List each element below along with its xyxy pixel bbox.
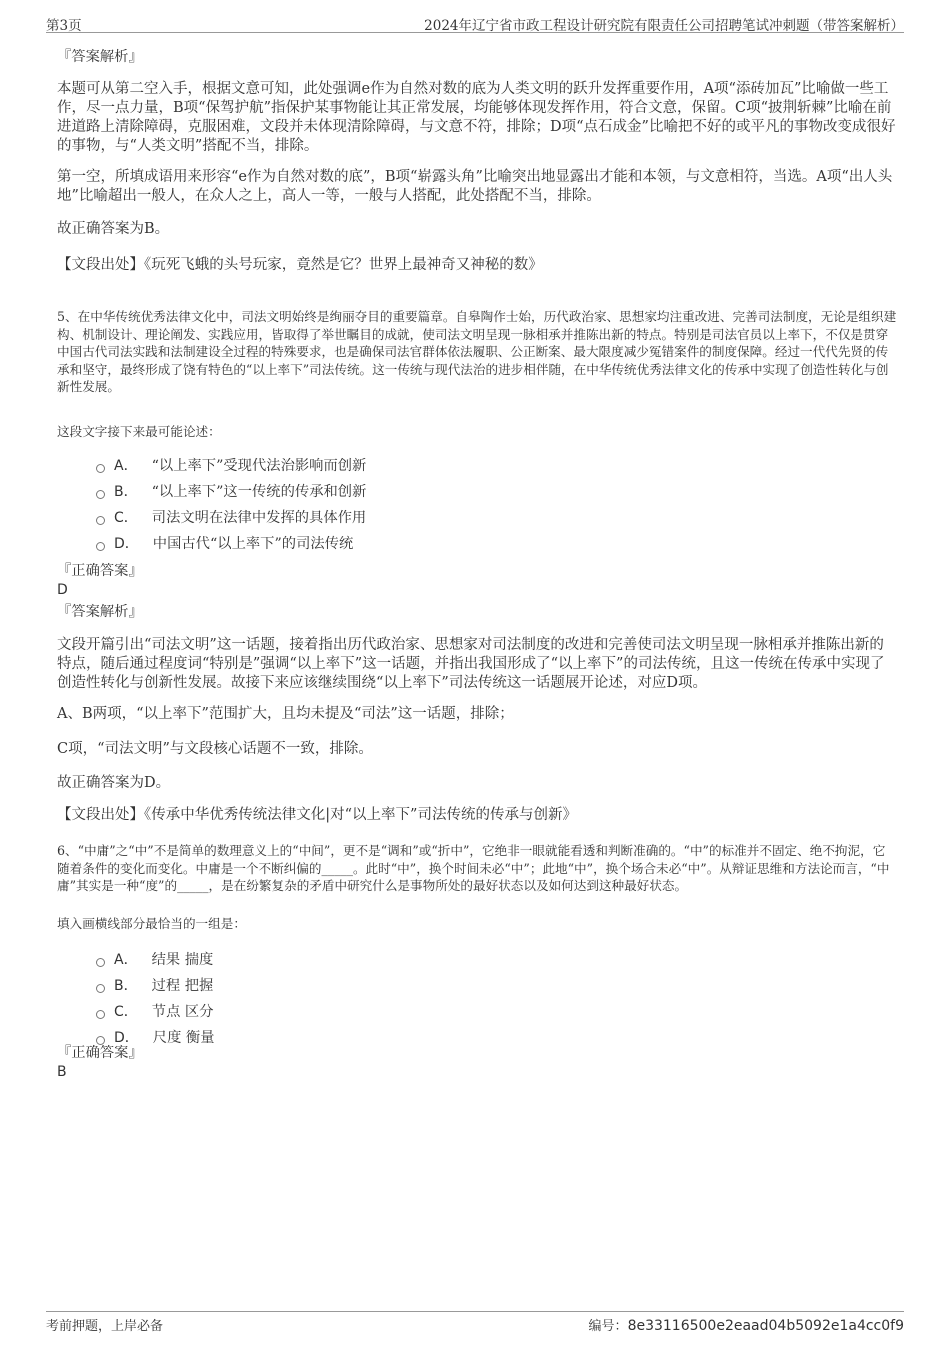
q5-source: 【文段出处】《传承中华优秀传统法律文化|对“以上率下”司法传统的传承与创新》 bbox=[57, 807, 577, 823]
q5-conclusion: 故正确答案为D。 bbox=[57, 775, 171, 791]
q6-correct-value: B bbox=[57, 1064, 67, 1080]
q6-stem: 6、“中庸”之“中”不是简单的数理意义上的“中间”，更不是“调和”或“折中”，它绝非一眼就能看透和判断准确的。“中”的标准并不固定、绝不拘泥，它随着条件的变化而变化。中庸是一个不断纠偏的_____。此时“中”，换个时间未必“中”；此地“中”，换个场合未必“中”。从辩证思维和方法论而言，“中庸”其实是一种“度”的_____，是在纷繁复杂的矛盾中研究什么是事物所处的最好状态以及如何达到这种最好状态。 bbox=[57, 843, 890, 893]
q5-analysis-para1: 文段开篇引出“司法文明”这一话题，接着指出历代政治家、思想家对司法制度的改进和完善使司法文明呈现一脉相承并推陈出新的特点，随后通过程度词“特别是”强调“以上率下”这一话题，并指出我国形成了“以上率下”的司法传统，且这一传统在传承中实现了创造性转化与创新性发展。故接下来应该继续围绕“以上率下”司法传统这一话题展开论述，对应D项。 bbox=[57, 637, 885, 691]
q5-stem: 5、在中华传统优秀法律文化中，司法文明始终是绚丽夺目的重要篇章。自皋陶作士始，历代政治家、思想家均注重改进、完善司法制度，无论是组织建构、机制设计、理论阐发、实践应用，皆取得了举世瞩目的成就，使司法文明呈现一脉相承并推陈出新的特点。特别是司法官员以上率下，不仅是贯穿中国古代司法实践和法制建设全过程的特殊要求，也是确保司法官群体依法履职、公正断案、最大限度减少冤错案件的制度保障。经过一代代先贤的传承和坚守，最终形成了饶有特色的“以上率下”司法传统。这一传统与现代法治的进步相伴随，在中华传统优秀法律文化的传承中实现了创造性转化与创新性发展。 bbox=[57, 309, 897, 394]
radio-icon[interactable] bbox=[96, 958, 105, 967]
radio-icon[interactable] bbox=[96, 1010, 105, 1019]
q5-option-a[interactable]: A． “以上率下”受现代法治影响而创新 bbox=[96, 456, 366, 476]
q5-option-c[interactable]: C． 司法文明在法律中发挥的具体作用 bbox=[96, 508, 366, 528]
q5-option-d[interactable]: D． 中国古代“以上率下”的司法传统 bbox=[96, 534, 353, 554]
q5-analysis-label: 『答案解析』 bbox=[57, 604, 143, 620]
page-footer bbox=[46, 1311, 904, 1334]
prev-analysis-label: 『答案解析』 bbox=[57, 49, 143, 65]
radio-icon[interactable] bbox=[96, 542, 105, 551]
q5-option-b[interactable]: B． “以上率下”这一传统的传承和创新 bbox=[96, 482, 366, 502]
q5-analysis-para3: C项，“司法文明”与文段核心话题不一致，排除。 bbox=[57, 741, 373, 757]
radio-icon[interactable] bbox=[96, 490, 105, 499]
q6-correct-label: 『正确答案』 bbox=[57, 1045, 143, 1061]
q6-option-c[interactable]: C． 节点 区分 bbox=[96, 1002, 214, 1022]
prev-source: 【文段出处】《玩死飞蛾的头号玩家，竟然是它？世界上最神奇又神秘的数》 bbox=[57, 257, 543, 273]
code-value: 8e33116500e2eaad04b5092e1a4cc0f9 bbox=[627, 1318, 904, 1334]
q6-option-b[interactable]: B． 过程 把握 bbox=[96, 976, 213, 996]
q6-prompt: 填入画横线部分最恰当的一组是： bbox=[57, 916, 246, 931]
q5-correct-value: D bbox=[57, 582, 68, 598]
q6-option-a[interactable]: A． 结果 揣度 bbox=[96, 950, 213, 970]
code-label: 编号： bbox=[588, 1319, 628, 1334]
radio-icon[interactable] bbox=[96, 516, 105, 525]
q5-analysis-para2: A、B两项，“以上率下”范围扩大，且均未提及“司法”这一话题，排除； bbox=[57, 706, 514, 722]
q6-option-d[interactable]: D． 尺度 衡量 bbox=[96, 1028, 215, 1048]
radio-icon[interactable] bbox=[96, 984, 105, 993]
document-title: 2024年辽宁省市政工程设计研究院有限责任公司招聘笔试冲刺题（带答案解析） bbox=[424, 18, 904, 34]
page-header bbox=[46, 12, 904, 33]
prev-conclusion: 故正确答案为B。 bbox=[57, 221, 170, 237]
prev-analysis-para1: 本题可从第二空入手，根据文意可知，此处强调e作为自然对数的底为人类文明的跃升发挥重要作用，A项“添砖加瓦”比喻做一些工作，尽一点力量，B项“保驾护航”指保护某事物能让其正常发展，均能够体现发挥作用，符合文意，保留。C项“披荆斩棘”比喻在前进道路上清除障碍，克服困难，文段并未体现清除障碍，与文意不符，排除；D项“点石成金”比喻把不好的或平凡的事物改变成很好的事物，与“人类文明”搭配不当，排除。 bbox=[57, 81, 896, 154]
q5-prompt: 这段文字接下来最可能论述： bbox=[57, 424, 221, 439]
page-number: 第3页 bbox=[46, 18, 82, 34]
footer-slogan: 考前押题，上岸必备 bbox=[46, 1319, 164, 1334]
document-code bbox=[589, 1315, 904, 1334]
q5-correct-label: 『正确答案』 bbox=[57, 563, 143, 579]
prev-analysis-para2: 第一空，所填成语用来形容“e作为自然对数的底”，B项“崭露头角”比喻突出地显露出才能和本领，与文意相符，当选。A项“出人头地”比喻超出一般人，在众人之上，高人一等，一般与人搭配，此处搭配不当，排除。 bbox=[57, 169, 893, 204]
radio-icon[interactable] bbox=[96, 464, 105, 473]
